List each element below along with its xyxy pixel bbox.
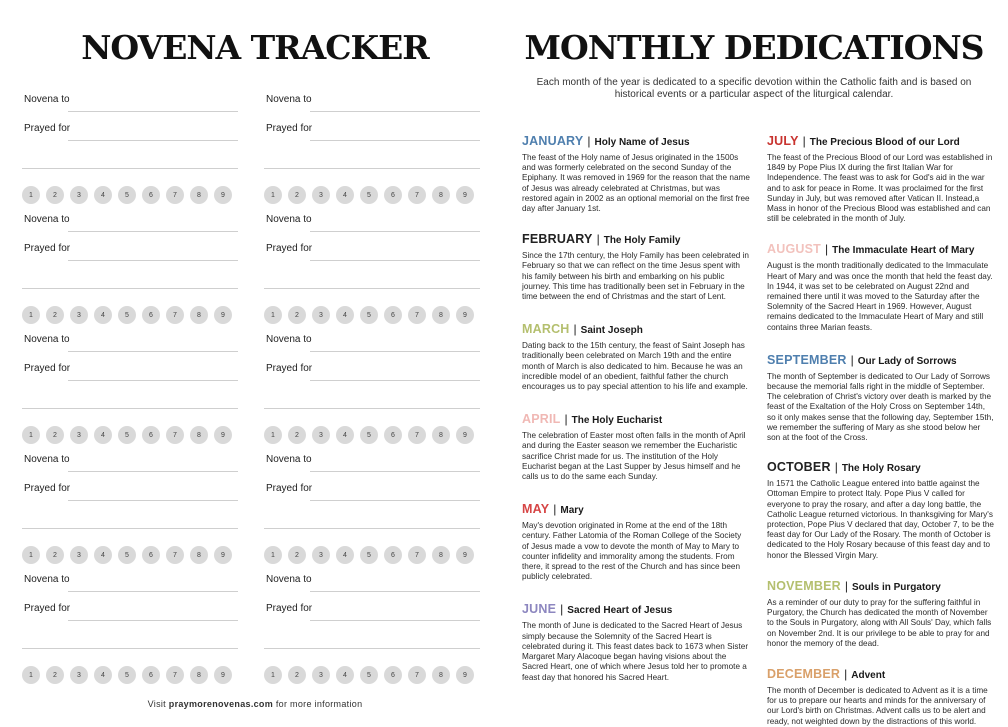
novena-to-label: Novena to	[24, 214, 70, 225]
prayed-for-field[interactable]	[264, 357, 480, 386]
novena-to-field[interactable]	[22, 88, 238, 117]
month-name: OCTOBER	[767, 460, 831, 475]
prayed-for-extra-line[interactable]	[22, 146, 238, 174]
day-circle[interactable]: 5	[118, 546, 136, 564]
day-circle[interactable]: 9	[214, 546, 232, 564]
novena-to-label: Novena to	[266, 214, 312, 225]
prayed-for-line[interactable]	[310, 140, 480, 141]
heading-divider: |	[844, 666, 848, 681]
novena-to-label: Novena to	[266, 334, 312, 345]
day-circle[interactable]: 1	[22, 186, 40, 204]
day-circle[interactable]: 2	[288, 426, 306, 444]
day-circle[interactable]: 9	[456, 306, 474, 324]
month-name: AUGUST	[767, 242, 821, 257]
novena-to-line[interactable]	[68, 591, 238, 592]
month-name: JULY	[767, 134, 799, 148]
day-circle[interactable]: 3	[312, 426, 330, 444]
day-circle[interactable]: 6	[384, 666, 402, 684]
month-description: The celebration of Easter most often falls in the month of April and during the Easter season we remember the Eucharistic sacrifice Christ made for us. The institution of the Holy Eucharist began at the Last Supper by Jesus himself and he calls us to do the same each Sunday.	[522, 431, 746, 482]
day-circle[interactable]: 1	[264, 426, 282, 444]
prayed-for-extra-line[interactable]	[22, 266, 238, 294]
heading-divider: |	[564, 412, 568, 427]
day-circle[interactable]: 4	[336, 546, 354, 564]
day-circle[interactable]: 8	[432, 186, 450, 204]
dedications-intro: Each month of the year is dedicated to a specific devotion within the Catholic faith and is based on historical events or a particular aspect of the liturgical calendar.	[536, 77, 972, 100]
novena-to-label: Novena to	[266, 94, 312, 105]
day-circle[interactable]: 3	[70, 666, 88, 684]
month-description: As a reminder of our duty to pray for the suffering faithful in Purgatory, the Church has dedicated the month of November to the Souls in Purgatory, along with All Souls' Day, which falls on November 2nd. It is our privilege to be able to pray for and honor the memory of the dead.	[767, 597, 992, 648]
novena-to-field[interactable]	[22, 328, 238, 357]
day-circle[interactable]: 1	[264, 546, 282, 564]
day-circles	[264, 426, 480, 444]
day-circle[interactable]: 4	[94, 306, 112, 324]
month-name: JUNE	[522, 602, 557, 617]
prayed-for-extra-line[interactable]	[264, 266, 480, 294]
prayed-for-label: Prayed for	[24, 123, 71, 134]
novena-to-field[interactable]	[22, 208, 238, 237]
prayed-for-field[interactable]	[264, 237, 480, 266]
blank-line[interactable]	[264, 648, 480, 649]
day-circle[interactable]: 4	[94, 186, 112, 204]
prayed-for-label: Prayed for	[266, 483, 313, 494]
month-entry	[767, 353, 995, 443]
tracker-title: NOVENA TRACKER	[81, 28, 429, 67]
month-dedication: The Precious Blood of our Lord	[809, 137, 960, 148]
prayed-for-label: Prayed for	[266, 123, 313, 134]
blank-line[interactable]	[22, 648, 238, 649]
month-heading	[522, 134, 750, 148]
day-circle[interactable]: 3	[70, 306, 88, 324]
day-circle[interactable]: 1	[22, 426, 40, 444]
novena-card	[264, 208, 480, 324]
dedications-title: MONTHLY DEDICATIONS	[524, 28, 984, 67]
month-name: SEPTEMBER	[767, 352, 847, 367]
day-circle[interactable]: 1	[264, 306, 282, 324]
day-circle[interactable]: 9	[214, 186, 232, 204]
heading-divider: |	[596, 232, 600, 247]
day-circle[interactable]: 7	[166, 666, 184, 684]
month-dedication: Advent	[851, 669, 886, 681]
heading-divider: |	[824, 242, 829, 257]
tracker-grid	[22, 88, 488, 688]
day-circle[interactable]: 2	[46, 186, 64, 204]
prayed-for-line[interactable]	[310, 620, 480, 621]
month-name: NOVEMBER	[767, 578, 841, 593]
prayed-for-field[interactable]	[22, 117, 238, 146]
novena-card	[22, 328, 238, 444]
novena-to-line[interactable]	[310, 591, 480, 592]
day-circle[interactable]: 2	[288, 666, 306, 684]
novena-to-field[interactable]	[264, 568, 480, 597]
day-circle[interactable]: 9	[456, 186, 474, 204]
blank-line[interactable]	[22, 528, 238, 529]
day-circle[interactable]: 3	[312, 306, 330, 324]
month-entry	[522, 322, 750, 392]
prayed-for-extra-line[interactable]	[22, 506, 238, 534]
month-entry	[522, 602, 750, 682]
month-entry	[767, 579, 995, 649]
month-dedication: Our Lady of Sorrows	[857, 355, 957, 367]
novena-to-line[interactable]	[310, 111, 480, 112]
tracker-row	[22, 328, 488, 448]
novena-card	[22, 448, 238, 564]
novena-tracker-page	[22, 0, 488, 720]
tracker-row	[22, 88, 488, 208]
day-circle[interactable]: 7	[408, 546, 426, 564]
month-dedication: The Holy Family	[603, 235, 681, 247]
month-heading	[522, 232, 750, 246]
novena-card	[264, 328, 480, 444]
day-circle[interactable]: 4	[336, 426, 354, 444]
novena-to-line[interactable]	[310, 351, 480, 352]
month-entry	[522, 502, 750, 582]
novena-card	[22, 88, 238, 204]
day-circle[interactable]: 1	[22, 666, 40, 684]
day-circle[interactable]: 7	[166, 546, 184, 564]
day-circle[interactable]: 5	[360, 666, 378, 684]
day-circle[interactable]: 8	[432, 306, 450, 324]
novena-to-field[interactable]	[264, 448, 480, 477]
day-circle[interactable]: 8	[190, 426, 208, 444]
month-entry	[767, 134, 995, 224]
novena-to-label: Novena to	[24, 94, 70, 105]
month-heading	[767, 667, 995, 681]
day-circle[interactable]: 7	[408, 186, 426, 204]
novena-to-label: Novena to	[24, 574, 70, 585]
blank-line[interactable]	[22, 168, 238, 169]
month-heading	[767, 134, 995, 148]
blank-line[interactable]	[264, 528, 480, 529]
month-dedication: The Holy Eucharist	[571, 415, 663, 427]
day-circle[interactable]: 8	[190, 306, 208, 324]
day-circle[interactable]: 4	[336, 186, 354, 204]
day-circles	[264, 666, 480, 684]
novena-to-line[interactable]	[68, 111, 238, 112]
day-circles	[22, 186, 238, 204]
day-circle[interactable]: 5	[118, 186, 136, 204]
month-heading	[522, 412, 750, 426]
prayed-for-line[interactable]	[68, 140, 238, 141]
day-circle[interactable]: 3	[312, 186, 330, 204]
day-circle[interactable]: 7	[166, 306, 184, 324]
month-description: In 1571 the Catholic League entered into battle against the Ottoman Empire to protect Italy. Pope Pius V called for everyone to pray the rosary, and after a day long battle, the Catholic League returned victorious. In thanksgiving for Mary's protection, Pope Pius V declared that day, October 7, to be the feast day for Our Lady of the Rosary. The month of October is dedicated to the Holy Rosary because of this feast day and to honor the Blessed Virgin Mary.	[767, 479, 994, 560]
day-circle[interactable]: 7	[166, 426, 184, 444]
month-name: MAY	[522, 502, 550, 517]
day-circle[interactable]: 9	[214, 306, 232, 324]
tracker-row	[22, 448, 488, 568]
day-circles	[264, 186, 480, 204]
novena-card	[264, 88, 480, 204]
day-circles	[264, 546, 480, 564]
prayed-for-extra-line[interactable]	[264, 506, 480, 534]
novena-card	[264, 448, 480, 564]
day-circle[interactable]: 9	[456, 426, 474, 444]
footer-post: for more information	[275, 699, 363, 709]
day-circle[interactable]: 4	[336, 306, 354, 324]
blank-line[interactable]	[22, 288, 238, 289]
day-circle[interactable]: 6	[142, 306, 160, 324]
month-heading	[522, 322, 750, 336]
day-circle[interactable]: 6	[142, 666, 160, 684]
prayed-for-field[interactable]	[264, 477, 480, 506]
prayed-for-label: Prayed for	[24, 363, 71, 374]
month-entry	[767, 460, 995, 561]
prayed-for-label: Prayed for	[24, 243, 71, 254]
month-name: DECEMBER	[767, 666, 841, 681]
novena-to-label: Novena to	[266, 574, 312, 585]
prayed-for-label: Prayed for	[266, 363, 313, 374]
novena-to-label: Novena to	[24, 454, 70, 465]
prayed-for-label: Prayed for	[266, 603, 313, 614]
prayed-for-field[interactable]	[264, 117, 480, 146]
day-circle[interactable]: 3	[312, 546, 330, 564]
day-circle[interactable]: 3	[70, 546, 88, 564]
day-circle[interactable]: 6	[384, 426, 402, 444]
footer-pre: Visit	[147, 699, 166, 709]
prayed-for-extra-line[interactable]	[264, 386, 480, 414]
month-dedication: The Immaculate Heart of Mary	[832, 245, 975, 257]
day-circle[interactable]: 8	[190, 186, 208, 204]
day-circle[interactable]: 7	[408, 306, 426, 324]
month-entry	[522, 134, 750, 214]
day-circle[interactable]: 8	[190, 546, 208, 564]
day-circle[interactable]: 4	[336, 666, 354, 684]
heading-divider: |	[553, 502, 557, 517]
day-circle[interactable]: 3	[70, 186, 88, 204]
dedications-column-right	[767, 134, 995, 727]
day-circle[interactable]: 9	[214, 666, 232, 684]
novena-card	[22, 208, 238, 324]
heading-divider: |	[587, 134, 591, 148]
day-circle[interactable]: 5	[118, 306, 136, 324]
month-entry	[767, 667, 995, 727]
day-circle[interactable]: 5	[118, 426, 136, 444]
day-circle[interactable]: 9	[456, 666, 474, 684]
blank-line[interactable]	[264, 168, 480, 169]
day-circle[interactable]: 7	[166, 186, 184, 204]
day-circle[interactable]: 4	[94, 426, 112, 444]
prayed-for-line[interactable]	[310, 380, 480, 381]
prayed-for-line[interactable]	[68, 380, 238, 381]
novena-to-line[interactable]	[68, 351, 238, 352]
day-circle[interactable]: 2	[288, 306, 306, 324]
prayed-for-extra-line[interactable]	[22, 626, 238, 654]
novena-to-field[interactable]	[22, 448, 238, 477]
day-circle[interactable]: 2	[46, 546, 64, 564]
blank-line[interactable]	[264, 288, 480, 289]
month-heading	[767, 353, 995, 367]
novena-card	[264, 568, 480, 684]
day-circle[interactable]: 6	[384, 306, 402, 324]
dedications-column-left	[522, 134, 750, 683]
heading-divider: |	[850, 352, 854, 367]
prayed-for-line[interactable]	[310, 500, 480, 501]
prayed-for-label: Prayed for	[24, 603, 71, 614]
day-circles	[22, 546, 238, 564]
prayed-for-extra-line[interactable]	[22, 386, 238, 414]
novena-card	[22, 568, 238, 684]
month-description: May's devotion originated in Rome at the end of the 18th century. Father Latomia of the Roman College of the Society of Jesus made a vow to devote the month of May to Mary to counter infidelity and immorality among the students. From there, it spread to the rest of the Church and has since been publicly celebrated.	[522, 521, 742, 582]
month-dedication: Souls in Purgatory	[851, 581, 941, 593]
novena-to-field[interactable]	[264, 328, 480, 357]
day-circle[interactable]: 3	[70, 426, 88, 444]
novena-to-field[interactable]	[264, 88, 480, 117]
day-circle[interactable]: 4	[94, 546, 112, 564]
day-circle[interactable]: 1	[264, 186, 282, 204]
month-entry	[522, 412, 750, 482]
prayed-for-extra-line[interactable]	[264, 626, 480, 654]
blank-line[interactable]	[22, 408, 238, 409]
novena-to-line[interactable]	[310, 471, 480, 472]
day-circle[interactable]: 6	[142, 546, 160, 564]
day-circle[interactable]: 5	[360, 186, 378, 204]
day-circle[interactable]: 6	[142, 186, 160, 204]
day-circle[interactable]: 5	[360, 426, 378, 444]
day-circle[interactable]: 7	[408, 426, 426, 444]
month-heading	[522, 602, 750, 616]
novena-to-label: Novena to	[24, 334, 70, 345]
month-dedication: Saint Joseph	[580, 325, 643, 337]
footer-link[interactable]: praymorenovenas.com	[168, 699, 274, 709]
prayed-for-field[interactable]	[22, 597, 238, 626]
day-circles	[22, 666, 238, 684]
day-circle[interactable]: 1	[22, 306, 40, 324]
day-circle[interactable]: 5	[118, 666, 136, 684]
novena-to-label: Novena to	[266, 454, 312, 465]
day-circles	[22, 306, 238, 324]
prayed-for-line[interactable]	[68, 620, 238, 621]
prayed-for-field[interactable]	[22, 237, 238, 266]
month-dedication: Sacred Heart of Jesus	[567, 605, 673, 617]
month-dedication: The Holy Rosary	[841, 463, 921, 475]
month-description: August is the month traditionally dedicated to the Immaculate Heart of Mary and was once the month that held the feast day. In 1944, it was set to be celebrated on August 22nd and remained there until it was moved to the Saturday after the Solemnity of the Sacred Heart in 1969. However, August remains dedicated to the Immaculate Heart of Mary and still contains three Marian feasts.	[767, 261, 993, 332]
day-circle[interactable]: 5	[360, 546, 378, 564]
day-circle[interactable]: 2	[46, 306, 64, 324]
heading-divider: |	[834, 460, 838, 475]
month-description: Dating back to the 15th century, the feast of Saint Joseph has traditionally been celebrated on March 19th and the entire month of March is also dedicated to him. Because he was an incredible model of an obedient, faithful father the church encourages us to pay special attention to his life and example.	[522, 341, 748, 392]
day-circle[interactable]: 6	[142, 426, 160, 444]
month-description: Since the 17th century, the Holy Family has been celebrated in February so that we can reflect on the time Jesus spent with his family between his birth and embarking on his public journey. This time has traditionally been set in February in the time between the end of Christmas and the start of Lent.	[522, 251, 749, 302]
day-circle[interactable]: 6	[384, 186, 402, 204]
month-description: The feast of the Precious Blood of our Lord was established in 1849 by Pope Pius IX during the first Italian War for Independence. The feast was to ask for God's aid in the war and to ask for peace in Rome. It was proclaimed for the first Sunday in July, but was removed after Vatican II. Instead,a Mass in honor of the Precious Blood was established and can still be celebrated in the month of July.	[767, 153, 993, 224]
tracker-row	[22, 568, 488, 688]
prayed-for-label: Prayed for	[24, 483, 71, 494]
month-description: The month of September is dedicated to Our Lady of Sorrows because the memorial falls right in the middle of September. The celebration of Christ's victory over death is marked by the feast of the Exaltation of the Holy Cross on September 14th, so it only makes sense that the following day, September 15th, we remember the suffering of Mary as she stood below her son at the foot of the Cross.	[767, 371, 994, 443]
month-dedication: Holy Name of Jesus	[594, 137, 690, 148]
prayed-for-field[interactable]	[264, 597, 480, 626]
prayed-for-line[interactable]	[310, 260, 480, 261]
month-name: APRIL	[522, 412, 561, 427]
day-circle[interactable]: 4	[94, 666, 112, 684]
heading-divider: |	[560, 602, 564, 617]
footer	[22, 699, 488, 709]
month-name: JANUARY	[522, 134, 584, 148]
heading-divider: |	[573, 322, 577, 337]
day-circle[interactable]: 2	[288, 186, 306, 204]
month-description: The month of June is dedicated to the Sacred Heart of Jesus simply because the Solemnity of the Sacred Heart is celebrated during it. This feast dates back to 1673 when Sister Margaret Mary Alacoque began having visions about the Sacred Heart, one of which where Jesus told her to promote a feast day that honored his Sacred Heart.	[522, 621, 749, 682]
month-name: MARCH	[522, 322, 570, 337]
day-circle[interactable]: 9	[214, 426, 232, 444]
day-circle[interactable]: 7	[408, 666, 426, 684]
month-description: The month of December is dedicated to Advent as it is a time for us to prepare our hearts and minds for the anniversary of our Lord's birth on Christmas. Advent calls us to be alert and ready, not weighted down by the distractions of this world.	[767, 685, 988, 726]
month-heading	[522, 502, 750, 516]
prayed-for-line[interactable]	[68, 260, 238, 261]
prayed-for-field[interactable]	[22, 357, 238, 386]
day-circle[interactable]: 2	[46, 426, 64, 444]
month-name: FEBRUARY	[522, 232, 593, 247]
day-circle[interactable]: 8	[432, 666, 450, 684]
month-description: The feast of the Holy name of Jesus originated in the 1500s and was formerly celebrated on the second Sunday of the Epiphany. It was removed in 1969 for the reason that the name of Jesus was already celebrated at Christmas, but was restored again in 2002 as an optional memorial on the first free day after January 1st.	[522, 153, 750, 214]
prayed-for-field[interactable]	[22, 477, 238, 506]
month-dedication: Mary	[560, 505, 584, 517]
day-circle[interactable]: 3	[312, 666, 330, 684]
month-heading	[767, 242, 995, 256]
day-circles	[264, 306, 480, 324]
heading-divider: |	[844, 578, 848, 593]
day-circle[interactable]: 8	[190, 666, 208, 684]
day-circle[interactable]: 5	[360, 306, 378, 324]
blank-line[interactable]	[264, 408, 480, 409]
novena-to-field[interactable]	[264, 208, 480, 237]
novena-to-line[interactable]	[310, 231, 480, 232]
day-circles	[22, 426, 238, 444]
novena-to-line[interactable]	[68, 471, 238, 472]
monthly-dedications-page	[514, 0, 994, 726]
tracker-row	[22, 208, 488, 328]
day-circle[interactable]: 6	[384, 546, 402, 564]
day-circle[interactable]: 8	[432, 426, 450, 444]
day-circle[interactable]: 1	[22, 546, 40, 564]
prayed-for-label: Prayed for	[266, 243, 313, 254]
month-entry	[522, 232, 750, 302]
heading-divider: |	[802, 134, 806, 148]
day-circle[interactable]: 8	[432, 546, 450, 564]
day-circle[interactable]: 2	[46, 666, 64, 684]
novena-to-field[interactable]	[22, 568, 238, 597]
day-circle[interactable]: 1	[264, 666, 282, 684]
novena-to-line[interactable]	[68, 231, 238, 232]
day-circle[interactable]: 9	[456, 546, 474, 564]
prayed-for-extra-line[interactable]	[264, 146, 480, 174]
month-entry	[767, 242, 995, 332]
month-heading	[767, 460, 995, 474]
prayed-for-line[interactable]	[68, 500, 238, 501]
month-heading	[767, 579, 995, 593]
day-circle[interactable]: 2	[288, 546, 306, 564]
